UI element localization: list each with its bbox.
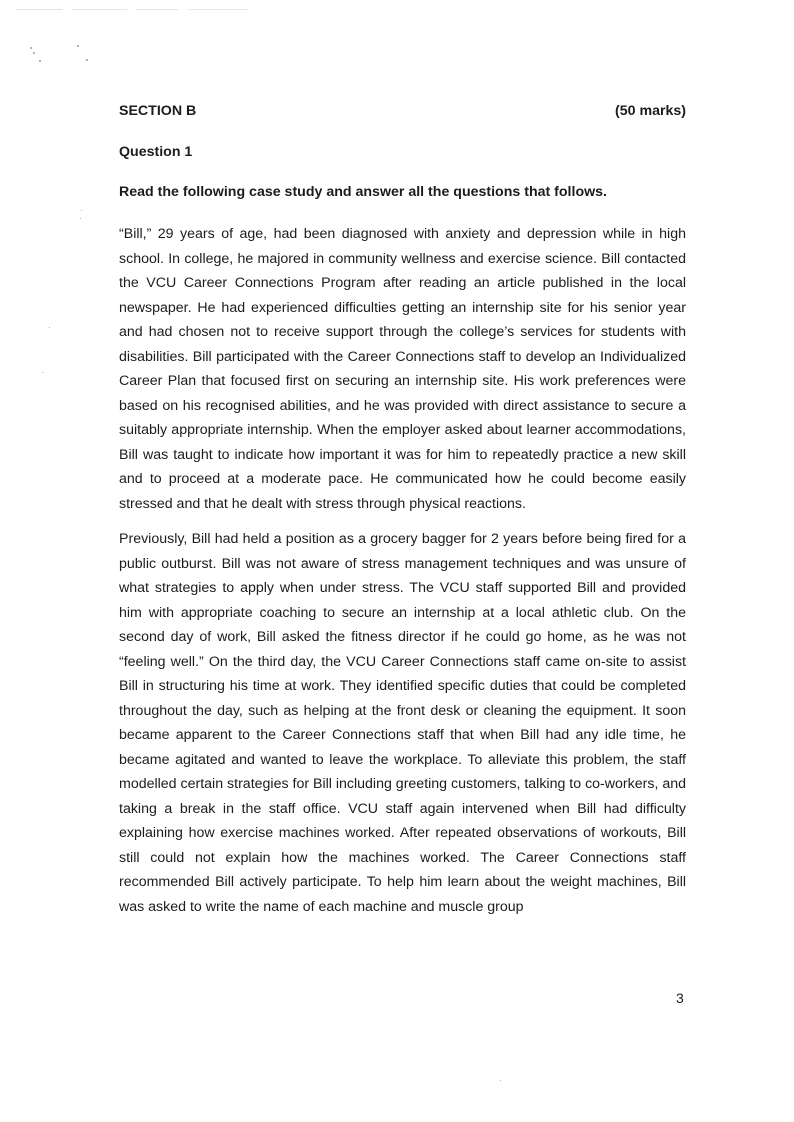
- instruction-text: Read the following case study and answer all the questions that follows.: [119, 184, 607, 200]
- scan-artifact-line: [16, 9, 248, 10]
- case-study-paragraph-1: “Bill,” 29 years of age, had been diagnosed with anxiety and depression while in high school. In college, he majored in community wellness and exercise science. Bill contacted the VCU Career Connections Program after reading an article published in the local newspaper. He had experienced difficulties getting an internship site for his senior year and had chosen not to receive support through the college’s services for students with disabilities. Bill participated with the Career Connections staff to develop an Individualized Career Plan that focused first on securing an internship site. His work preferences were based on his recognised abilities, and he was provided with direct assistance to secure a suitably appropriate internship. When the employer asked about learner accommodations, Bill was taught to indicate how important it was for him to repeatedly practice a new skill and to proceed at a moderate pace. He communicated how he could become easily stressed and that he dealt with stress through physical reactions.: [119, 226, 686, 512]
- section-title: SECTION B: [119, 103, 197, 119]
- page-number: 3: [676, 990, 684, 1006]
- scan-speck: [39, 60, 41, 62]
- scan-speck: [81, 210, 82, 211]
- scan-speck: [49, 327, 50, 328]
- marks-label: (50 marks): [615, 103, 686, 119]
- scan-speck: [500, 1080, 501, 1081]
- scan-speck: [42, 372, 43, 373]
- document-body: [119, 103, 686, 919]
- scan-speck: [33, 52, 35, 54]
- case-study-paragraph-2: Previously, Bill had held a position as a grocery bagger for 2 years before being fired for a public outburst. Bill was not aware of stress management techniques and was unsure of what strategies to apply when under stress. The VCU staff supported Bill and provided him with appropriate coaching to secure an internship at a local athletic club. On the second day of work, Bill asked the fitness director if he could go home, as he was not “feeling well.” On the third day, the VCU Career Connections staff came on-site to assist Bill in structuring his time at work. They identified specific duties that could be completed throughout the day, such as helping at the front desk or cleaning the equipment. It soon became apparent to the Career Connections staff that when Bill had any idle time, he became agitated and wanted to leave the workplace. To alleviate this problem, the staff modelled certain strategies for Bill including greeting customers, talking to co-workers, and taking a break in the staff office. VCU staff again intervened when Bill had difficulty explaining how exercise machines worked. After repeated observations of workouts, Bill still could not explain how the machines worked. The Career Connections staff recommended Bill actively participate. To help him learn about the weight machines, Bill was asked to write the name of each machine and muscle group: [119, 531, 686, 915]
- scan-speck: [80, 218, 81, 219]
- scan-speck: [77, 45, 79, 47]
- scan-speck: [86, 59, 88, 61]
- question-label: Question 1: [119, 144, 193, 160]
- scan-speck: [30, 47, 32, 49]
- section-header: [119, 103, 686, 123]
